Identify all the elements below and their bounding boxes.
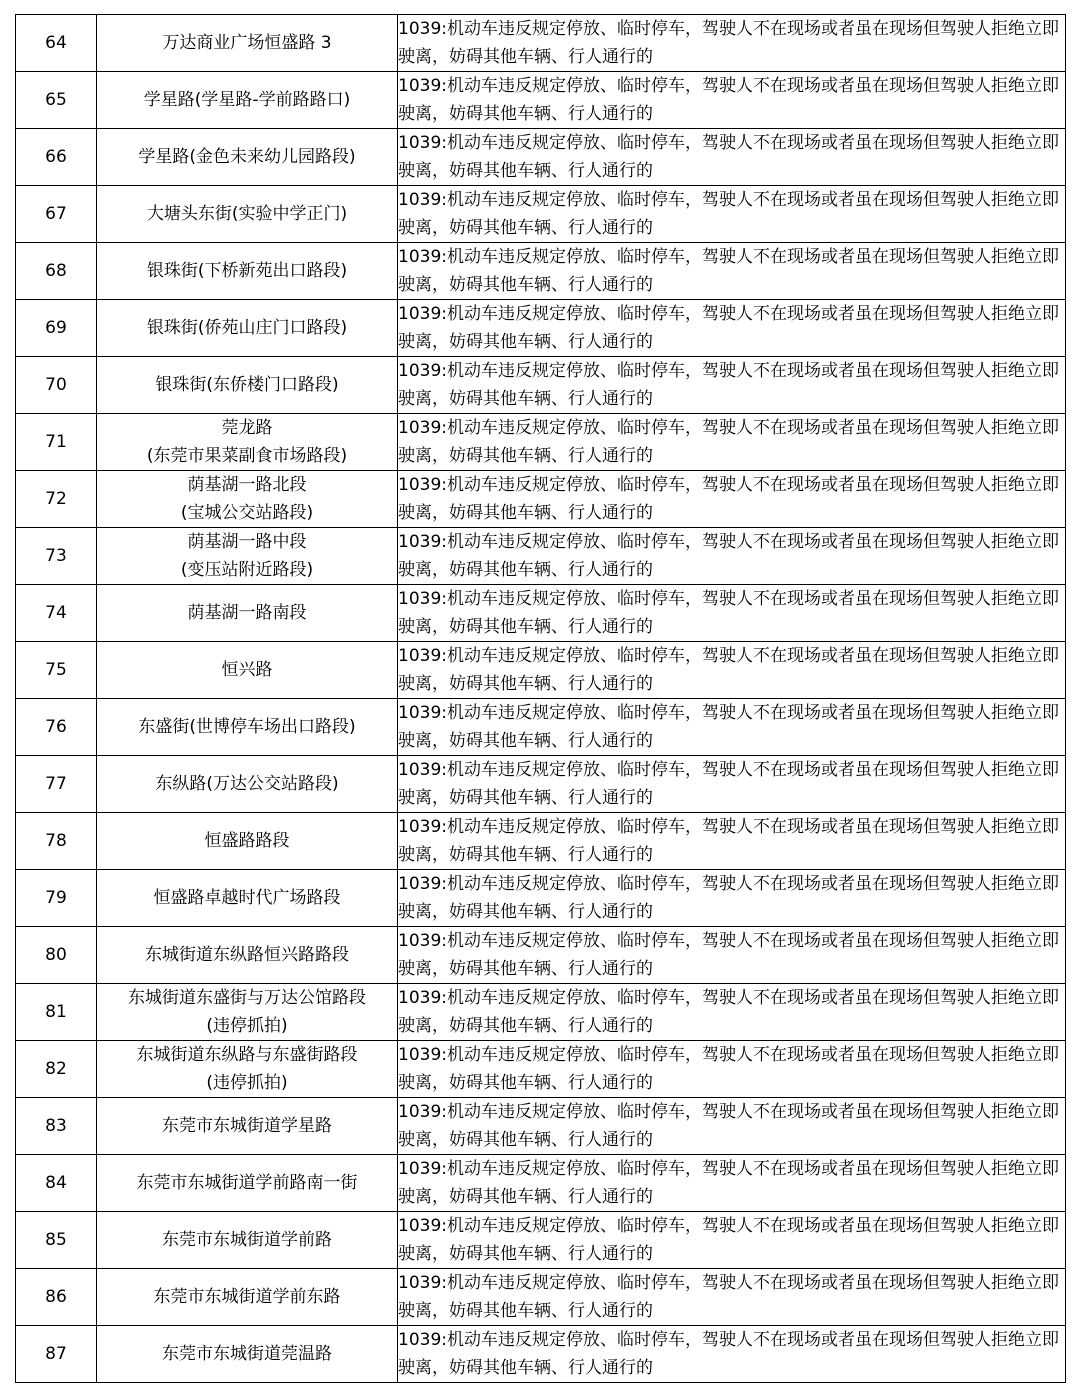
location-text: 东莞市东城街道学前东路	[153, 1287, 341, 1307]
location-cell	[97, 756, 398, 813]
location-text: (违停抓拍)	[206, 1016, 288, 1036]
row-number: 78	[16, 813, 97, 870]
violation-text: 1039:机动车违反规定停放、临时停车，驾驶人不在现场或者虽在现场但驾驶人拒绝立即驶离，妨碍其他车辆、行人通行的	[398, 760, 1059, 808]
violation-text: 1039:机动车违反规定停放、临时停车，驾驶人不在现场或者虽在现场但驾驶人拒绝立即驶离，妨碍其他车辆、行人通行的	[398, 646, 1059, 694]
location-text: 学星路(金色未来幼儿园路段)	[138, 147, 356, 167]
location-cell	[97, 528, 398, 585]
table-row	[16, 642, 1066, 699]
violation-text: 1039:机动车违反规定停放、临时停车，驾驶人不在现场或者虽在现场但驾驶人拒绝立即驶离，妨碍其他车辆、行人通行的	[398, 817, 1059, 865]
table-row	[16, 1212, 1066, 1269]
table-row	[16, 699, 1066, 756]
violation-cell	[398, 870, 1066, 927]
location-text: 恒盛路路段	[204, 831, 290, 851]
violation-table	[15, 14, 1066, 1383]
table-row	[16, 15, 1066, 72]
location-text: 学星路(学星路-学前路路口)	[143, 90, 351, 110]
location-cell	[97, 414, 398, 471]
location-cell	[97, 870, 398, 927]
violation-text: 1039:机动车违反规定停放、临时停车，驾驶人不在现场或者虽在现场但驾驶人拒绝立即驶离，妨碍其他车辆、行人通行的	[398, 532, 1059, 580]
location-cell	[97, 72, 398, 129]
row-number: 71	[16, 414, 97, 471]
location-text: 东城街道东纵路与东盛街路段	[136, 1045, 358, 1065]
table-row	[16, 72, 1066, 129]
location-cell	[97, 1155, 398, 1212]
table-row	[16, 1269, 1066, 1326]
location-text: 银珠街(东侨楼门口路段)	[155, 375, 339, 395]
location-text: 银珠街(侨苑山庄门口路段)	[146, 318, 348, 338]
violation-cell	[398, 1212, 1066, 1269]
location-cell	[97, 1269, 398, 1326]
violation-cell	[398, 984, 1066, 1041]
location-cell	[97, 927, 398, 984]
row-number: 79	[16, 870, 97, 927]
violation-cell	[398, 528, 1066, 585]
violation-cell	[398, 642, 1066, 699]
location-text: 东莞市东城街道学前路	[162, 1230, 332, 1250]
violation-cell	[398, 186, 1066, 243]
location-cell	[97, 1098, 398, 1155]
violation-cell	[398, 927, 1066, 984]
violation-text: 1039:机动车违反规定停放、临时停车，驾驶人不在现场或者虽在现场但驾驶人拒绝立即驶离，妨碍其他车辆、行人通行的	[398, 703, 1059, 751]
row-number: 81	[16, 984, 97, 1041]
violation-cell	[398, 1326, 1066, 1383]
violation-cell	[398, 129, 1066, 186]
violation-cell	[398, 585, 1066, 642]
violation-text: 1039:机动车违反规定停放、临时停车，驾驶人不在现场或者虽在现场但驾驶人拒绝立即驶离，妨碍其他车辆、行人通行的	[398, 1045, 1059, 1093]
violation-cell	[398, 357, 1066, 414]
violation-text: 1039:机动车违反规定停放、临时停车，驾驶人不在现场或者虽在现场但驾驶人拒绝立即驶离，妨碍其他车辆、行人通行的	[398, 133, 1059, 181]
table-row	[16, 1155, 1066, 1212]
violation-cell	[398, 300, 1066, 357]
location-text: 荫基湖一路中段	[187, 532, 307, 552]
location-cell	[97, 243, 398, 300]
violation-text: 1039:机动车违反规定停放、临时停车，驾驶人不在现场或者虽在现场但驾驶人拒绝立即驶离，妨碍其他车辆、行人通行的	[398, 874, 1059, 922]
location-text: 万达商业广场恒盛路 3	[162, 33, 332, 53]
violation-text: 1039:机动车违反规定停放、临时停车，驾驶人不在现场或者虽在现场但驾驶人拒绝立即驶离，妨碍其他车辆、行人通行的	[398, 589, 1059, 637]
violation-cell	[398, 1269, 1066, 1326]
table-row	[16, 984, 1066, 1041]
table-row	[16, 186, 1066, 243]
row-number: 70	[16, 357, 97, 414]
violation-text: 1039:机动车违反规定停放、临时停车，驾驶人不在现场或者虽在现场但驾驶人拒绝立即驶离，妨碍其他车辆、行人通行的	[398, 19, 1059, 67]
location-text: 东莞市东城街道莞温路	[162, 1344, 332, 1364]
location-cell	[97, 1041, 398, 1098]
row-number: 75	[16, 642, 97, 699]
table-row	[16, 300, 1066, 357]
table-row	[16, 528, 1066, 585]
table-row	[16, 129, 1066, 186]
location-text: 银珠街(下桥新苑出口路段)	[146, 261, 348, 281]
document-page	[15, 14, 1065, 1383]
location-text: 荫基湖一路北段	[187, 475, 307, 495]
table-row	[16, 414, 1066, 471]
table-body	[16, 15, 1066, 1383]
violation-cell	[398, 756, 1066, 813]
row-number: 76	[16, 699, 97, 756]
row-number: 82	[16, 1041, 97, 1098]
row-number: 84	[16, 1155, 97, 1212]
location-text: (东莞市果菜副食市场路段)	[146, 446, 348, 466]
violation-text: 1039:机动车违反规定停放、临时停车，驾驶人不在现场或者虽在现场但驾驶人拒绝立即驶离，妨碍其他车辆、行人通行的	[398, 931, 1059, 979]
violation-cell	[398, 1041, 1066, 1098]
location-text: 东城街道东纵路恒兴路路段	[145, 945, 349, 965]
violation-text: 1039:机动车违反规定停放、临时停车，驾驶人不在现场或者虽在现场但驾驶人拒绝立即驶离，妨碍其他车辆、行人通行的	[398, 988, 1059, 1036]
violation-cell	[398, 1155, 1066, 1212]
table-row	[16, 927, 1066, 984]
row-number: 83	[16, 1098, 97, 1155]
location-text: 荫基湖一路南段	[187, 603, 307, 623]
location-text: 恒兴路	[221, 660, 273, 680]
violation-text: 1039:机动车违反规定停放、临时停车，驾驶人不在现场或者虽在现场但驾驶人拒绝立即驶离，妨碍其他车辆、行人通行的	[398, 418, 1059, 466]
table-row	[16, 243, 1066, 300]
violation-text: 1039:机动车违反规定停放、临时停车，驾驶人不在现场或者虽在现场但驾驶人拒绝立即驶离，妨碍其他车辆、行人通行的	[398, 475, 1059, 523]
location-text: 东纵路(万达公交站路段)	[155, 774, 339, 794]
location-cell	[97, 1326, 398, 1383]
violation-text: 1039:机动车违反规定停放、临时停车，驾驶人不在现场或者虽在现场但驾驶人拒绝立即驶离，妨碍其他车辆、行人通行的	[398, 1273, 1059, 1321]
location-cell	[97, 357, 398, 414]
table-row	[16, 585, 1066, 642]
location-text: 东莞市东城街道学前路南一街	[136, 1173, 358, 1193]
row-number: 72	[16, 471, 97, 528]
violation-text: 1039:机动车违反规定停放、临时停车，驾驶人不在现场或者虽在现场但驾驶人拒绝立即驶离，妨碍其他车辆、行人通行的	[398, 304, 1059, 352]
location-cell	[97, 813, 398, 870]
table-row	[16, 870, 1066, 927]
violation-text: 1039:机动车违反规定停放、临时停车，驾驶人不在现场或者虽在现场但驾驶人拒绝立即驶离，妨碍其他车辆、行人通行的	[398, 190, 1059, 238]
location-text: (变压站附近路段)	[180, 560, 314, 580]
location-text: 大塘头东街(实验中学正门)	[146, 204, 348, 224]
location-cell	[97, 699, 398, 756]
location-cell	[97, 585, 398, 642]
table-row	[16, 1041, 1066, 1098]
violation-cell	[398, 243, 1066, 300]
row-number: 68	[16, 243, 97, 300]
location-cell	[97, 984, 398, 1041]
row-number: 74	[16, 585, 97, 642]
violation-cell	[398, 414, 1066, 471]
row-number: 67	[16, 186, 97, 243]
row-number: 73	[16, 528, 97, 585]
violation-cell	[398, 699, 1066, 756]
location-text: 东城街道东盛街与万达公馆路段	[128, 988, 366, 1008]
location-text: 恒盛路卓越时代广场路段	[153, 888, 341, 908]
row-number: 64	[16, 15, 97, 72]
table-row	[16, 813, 1066, 870]
row-number: 77	[16, 756, 97, 813]
location-text: 东盛街(世博停车场出口路段)	[138, 717, 356, 737]
violation-text: 1039:机动车违反规定停放、临时停车，驾驶人不在现场或者虽在现场但驾驶人拒绝立即驶离，妨碍其他车辆、行人通行的	[398, 1159, 1059, 1207]
violation-text: 1039:机动车违反规定停放、临时停车，驾驶人不在现场或者虽在现场但驾驶人拒绝立即驶离，妨碍其他车辆、行人通行的	[398, 1330, 1059, 1378]
row-number: 87	[16, 1326, 97, 1383]
violation-text: 1039:机动车违反规定停放、临时停车，驾驶人不在现场或者虽在现场但驾驶人拒绝立即驶离，妨碍其他车辆、行人通行的	[398, 76, 1059, 124]
row-number: 86	[16, 1269, 97, 1326]
violation-text: 1039:机动车违反规定停放、临时停车，驾驶人不在现场或者虽在现场但驾驶人拒绝立即驶离，妨碍其他车辆、行人通行的	[398, 247, 1059, 295]
location-text: (违停抓拍)	[206, 1073, 288, 1093]
violation-cell	[398, 15, 1066, 72]
location-cell	[97, 642, 398, 699]
location-cell	[97, 186, 398, 243]
violation-text: 1039:机动车违反规定停放、临时停车，驾驶人不在现场或者虽在现场但驾驶人拒绝立即驶离，妨碍其他车辆、行人通行的	[398, 1216, 1059, 1264]
location-cell	[97, 471, 398, 528]
table-row	[16, 471, 1066, 528]
row-number: 66	[16, 129, 97, 186]
location-cell	[97, 1212, 398, 1269]
location-text: 莞龙路	[221, 418, 273, 438]
row-number: 85	[16, 1212, 97, 1269]
violation-text: 1039:机动车违反规定停放、临时停车，驾驶人不在现场或者虽在现场但驾驶人拒绝立即驶离，妨碍其他车辆、行人通行的	[398, 1102, 1059, 1150]
location-cell	[97, 300, 398, 357]
location-text: 东莞市东城街道学星路	[162, 1116, 332, 1136]
table-row	[16, 357, 1066, 414]
location-text: (宝城公交站路段)	[180, 503, 314, 523]
violation-cell	[398, 471, 1066, 528]
violation-cell	[398, 72, 1066, 129]
violation-cell	[398, 1098, 1066, 1155]
row-number: 69	[16, 300, 97, 357]
row-number: 80	[16, 927, 97, 984]
location-cell	[97, 129, 398, 186]
violation-cell	[398, 813, 1066, 870]
table-row	[16, 756, 1066, 813]
row-number: 65	[16, 72, 97, 129]
violation-text: 1039:机动车违反规定停放、临时停车，驾驶人不在现场或者虽在现场但驾驶人拒绝立即驶离，妨碍其他车辆、行人通行的	[398, 361, 1059, 409]
location-cell	[97, 15, 398, 72]
table-row	[16, 1326, 1066, 1383]
table-row	[16, 1098, 1066, 1155]
